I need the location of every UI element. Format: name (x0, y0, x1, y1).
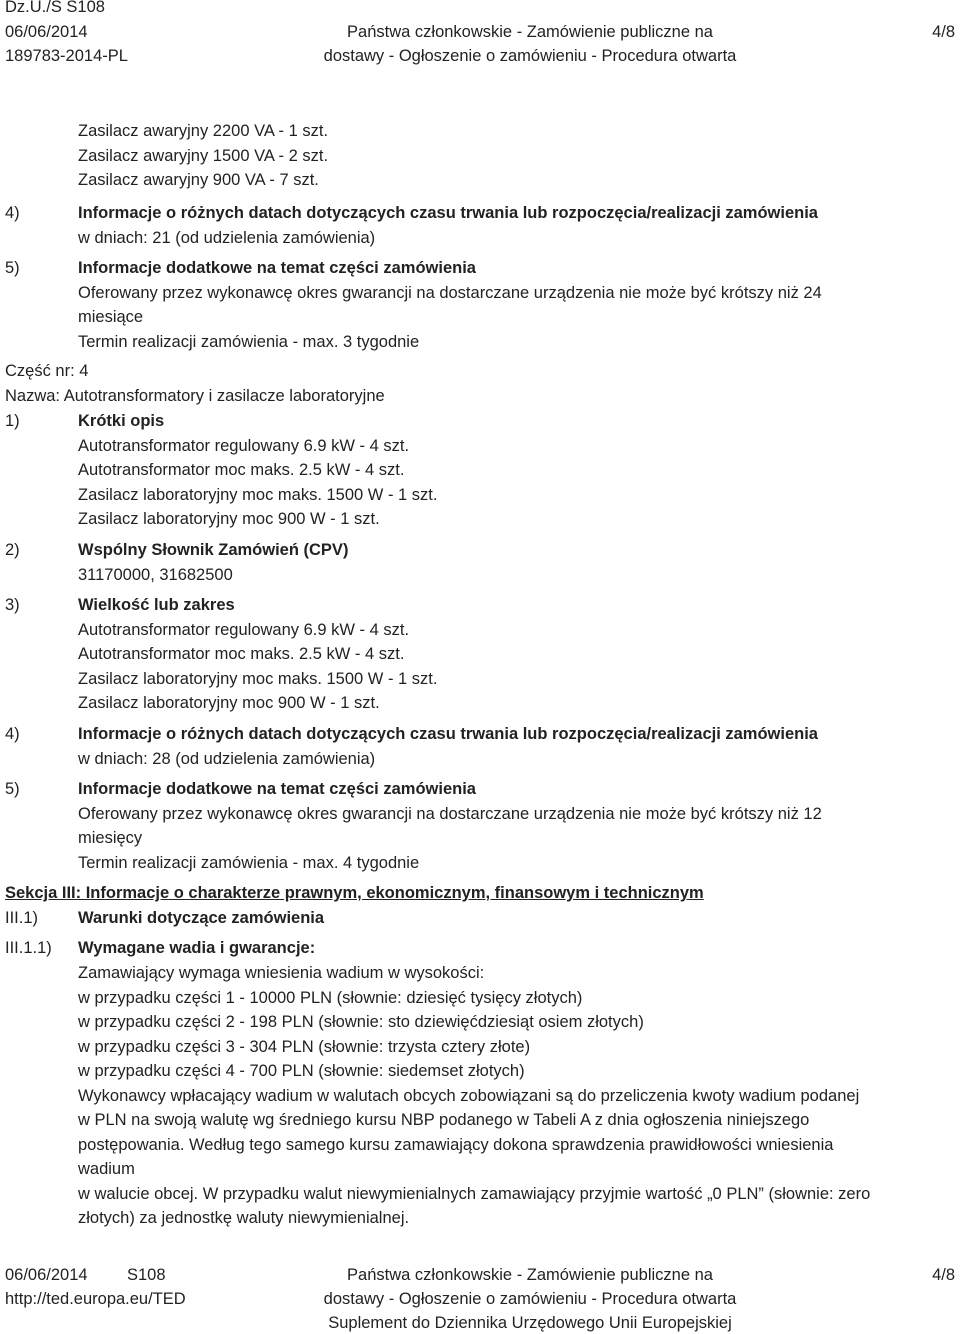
section-text: miesięcy (78, 829, 143, 847)
header-date: 06/06/2014 (5, 23, 88, 41)
list-item: Autotransformator regulowany 6.9 kW - 4 szt. (78, 437, 410, 455)
footer-date: 06/06/2014 (5, 1266, 88, 1284)
list-item: Zasilacz laboratoryjny moc 900 W - 1 szt. (78, 694, 380, 712)
section-number: 4) (5, 204, 20, 222)
list-item: Zasilacz awaryjny 1500 VA - 2 szt. (78, 147, 329, 165)
footer-url-link[interactable]: http://ted.europa.eu/TED (5, 1290, 186, 1308)
header-source: Dz.U./S S108 (5, 0, 105, 16)
paragraph-line: w walucie obcej. W przypadku walut niewymienialnych zamawiający przyjmie wartość „0 PLN” (słownie: zero (78, 1185, 871, 1203)
footer-title-line1: Państwa członkowskie - Zamówienie publiczne na (347, 1266, 713, 1284)
list-item: Zasilacz awaryjny 2200 VA - 1 szt. (78, 122, 329, 140)
list-item: Autotransformator moc maks. 2.5 kW - 4 szt. (78, 461, 405, 479)
footer-title-line3: Suplement do Dziennika Urzędowego Unii Europejskiej (328, 1314, 732, 1332)
header-title-line2: dostawy - Ogłoszenie o zamówieniu - Procedura otwarta (323, 47, 737, 65)
section-number: 5) (5, 780, 20, 798)
paragraph-line: wadium (78, 1160, 135, 1178)
paragraph-line: w przypadku części 3 - 304 PLN (słownie: trzysta cztery złote) (78, 1038, 531, 1056)
section-text: w dniach: 21 (od udzielenia zamówienia) (78, 229, 376, 247)
paragraph-line: w przypadku części 2 - 198 PLN (słownie: sto dziewięćdziesiąt osiem złotych) (78, 1013, 644, 1031)
list-item: Zasilacz laboratoryjny moc 900 W - 1 szt. (78, 510, 380, 528)
list-item: Zasilacz laboratoryjny moc maks. 1500 W - 1 szt. (78, 486, 438, 504)
section-number: 4) (5, 725, 20, 743)
section-number: 5) (5, 259, 20, 277)
cpv-codes: 31170000, 31682500 (78, 566, 233, 584)
section-text: Termin realizacji zamówienia - max. 3 tygodnie (78, 333, 420, 351)
section-heading: Krótki opis (78, 412, 165, 430)
header-doc-id: 189783-2014-PL (5, 47, 128, 65)
section-number: III.1.1) (5, 939, 52, 957)
header-title-line1: Państwa członkowskie - Zamówienie publiczne na (347, 23, 713, 41)
footer-series: S108 (127, 1266, 166, 1284)
list-item: Zasilacz laboratoryjny moc maks. 1500 W - 1 szt. (78, 670, 438, 688)
paragraph-line: w przypadku części 4 - 700 PLN (słownie: siedemset złotych) (78, 1062, 525, 1080)
section-number: 2) (5, 541, 20, 559)
paragraph-line: Zamawiający wymaga wniesienia wadium w wysokości: (78, 964, 485, 982)
section-number: III.1) (5, 909, 39, 927)
section-number: 1) (5, 412, 20, 430)
paragraph-line: w przypadku części 1 - 10000 PLN (słownie: dziesięć tysięcy złotych) (78, 989, 583, 1007)
list-item: Autotransformator moc maks. 2.5 kW - 4 szt. (78, 645, 405, 663)
section-text: miesiące (78, 308, 144, 326)
list-item: Autotransformator regulowany 6.9 kW - 4 szt. (78, 621, 410, 639)
section-text: w dniach: 28 (od udzielenia zamówienia) (78, 750, 376, 768)
part-name: Nazwa: Autotransformatory i zasilacze laboratoryjne (5, 387, 385, 405)
section-heading: Warunki dotyczące zamówienia (78, 909, 325, 927)
section-heading: Informacje dodatkowe na temat części zamówienia (78, 780, 476, 798)
section-heading: Informacje dodatkowe na temat części zamówienia (78, 259, 476, 277)
section-heading: Wspólny Słownik Zamówień (CPV) (78, 541, 349, 559)
section-iii-title: Sekcja III: Informacje o charakterze prawnym, ekonomicznym, finansowym i technicznym (5, 884, 704, 902)
footer-page-number: 4/8 (932, 1266, 955, 1284)
paragraph-line: Wykonawcy wpłacający wadium w walutach obcych zobowiązani są do przeliczenia kwoty wadium podanej (78, 1087, 860, 1105)
section-heading: Wymagane wadia i gwarancje: (78, 939, 316, 957)
section-heading: Informacje o różnych datach dotyczących czasu trwania lub rozpoczęcia/realizacji zamówienia (78, 725, 818, 743)
paragraph-line: postępowania. Według tego samego kursu zamawiający dokona sprawdzenia prawidłowości wniesienia (78, 1136, 834, 1154)
section-text: Oferowany przez wykonawcę okres gwarancji na dostarczane urządzenia nie może być krótszy niż 24 (78, 284, 822, 302)
header-page-number: 4/8 (932, 23, 955, 41)
section-text: Termin realizacji zamówienia - max. 4 tygodnie (78, 854, 420, 872)
footer-title-line2: dostawy - Ogłoszenie o zamówieniu - Procedura otwarta (323, 1290, 737, 1308)
section-number: 3) (5, 596, 20, 614)
part-number: Część nr: 4 (5, 362, 89, 380)
paragraph-line: złotych) za jednostkę waluty niewymienialnej. (78, 1209, 410, 1227)
section-heading: Informacje o różnych datach dotyczących czasu trwania lub rozpoczęcia/realizacji zamówienia (78, 204, 818, 222)
section-text: Oferowany przez wykonawcę okres gwarancji na dostarczane urządzenia nie może być krótszy niż 12 (78, 805, 822, 823)
list-item: Zasilacz awaryjny 900 VA - 7 szt. (78, 171, 319, 189)
paragraph-line: w PLN na swoją walutę wg średniego kursu NBP podanego w Tabeli A z dnia ogłoszenia niniejszego (78, 1111, 810, 1129)
section-heading: Wielkość lub zakres (78, 596, 235, 614)
